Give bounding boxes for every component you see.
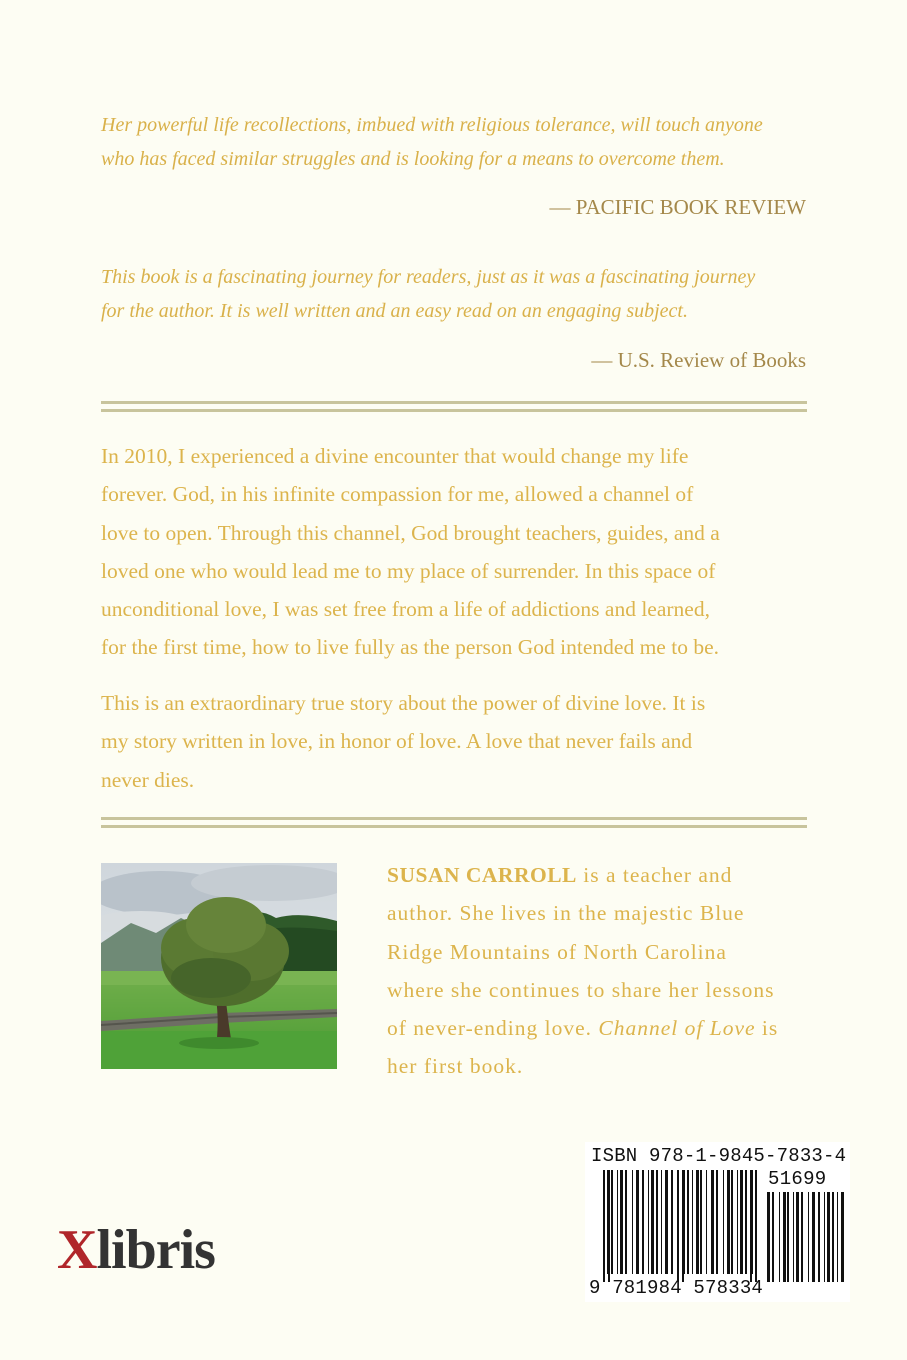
review-quote-line: who has faced similar struggles and is looking for a means to overcome them. (101, 148, 725, 170)
author-bio-text: her first book. (387, 1054, 524, 1079)
author-bio-text: is a teacher and (576, 863, 733, 887)
description-line: In 2010, I experienced a divine encounter that would change my life (101, 444, 689, 468)
review-source-usreview: — U.S. Review of Books (591, 348, 806, 372)
description-line: never dies. (101, 767, 195, 792)
barcode-addon-digits: 51699 (768, 1168, 827, 1190)
description-line: love to open. Through this channel, God brought teachers, guides, and a (101, 520, 720, 545)
isbn-label: ISBN 978-1-9845-7833-4 (591, 1145, 847, 1167)
review-quote-usreview (101, 260, 807, 328)
description-line: unconditional love, I was set free from a life of addictions and learned, (101, 597, 710, 622)
barcode-ean-digits: 9 781984 578334 (589, 1277, 764, 1299)
author-bio-text: where she continues to share her lessons (387, 977, 775, 1002)
description-line: loved one who would lead me to my place of surrender. In this space of (101, 558, 716, 583)
publisher-logo-text: libris (96, 1219, 215, 1281)
author-bio-text: of never-ending love. (387, 1016, 599, 1041)
publisher-logo-x: X (57, 1219, 97, 1281)
description-line: forever. God, in his infinite compassion for me, allowed a channel of (101, 482, 694, 507)
review-source-pacific: — PACIFIC BOOK REVIEW (549, 195, 806, 219)
review-quote-pacific (101, 108, 807, 176)
description-line: my story written in love, in honor of love. A love that never fails and (101, 729, 693, 754)
description-line: for the first time, how to live fully as the person God intended me to be. (101, 635, 719, 660)
review-quote-line: This book is a fascinating journey for readers, just as it was a fascinating journey (101, 266, 756, 288)
author-bio-text: author. She lives in the majestic Blue (387, 901, 745, 926)
description-paragraph-1 (101, 437, 811, 667)
description-line: This is an extraordinary true story about the power of divine love. It is (101, 691, 706, 715)
author-bio (387, 856, 812, 1086)
author-bio-text: Ridge Mountains of North Carolina (387, 939, 727, 964)
review-quote-line: Her powerful life recollections, imbued with religious tolerance, will touch anyone (101, 114, 763, 136)
author-bio-text: is (755, 1016, 779, 1041)
author-name: SUSAN CARROLL (387, 863, 577, 887)
isbn-barcode (585, 1142, 850, 1302)
book-title: Channel of Love (598, 1016, 756, 1041)
divider-bottom (101, 817, 807, 828)
publisher-logo (57, 1218, 215, 1282)
divider-top (101, 401, 807, 412)
description-paragraph-2 (101, 684, 811, 799)
review-quote-line: for the author. It is well written and an easy read on an engaging subject. (101, 300, 688, 322)
author-photo-tree (101, 863, 337, 1069)
